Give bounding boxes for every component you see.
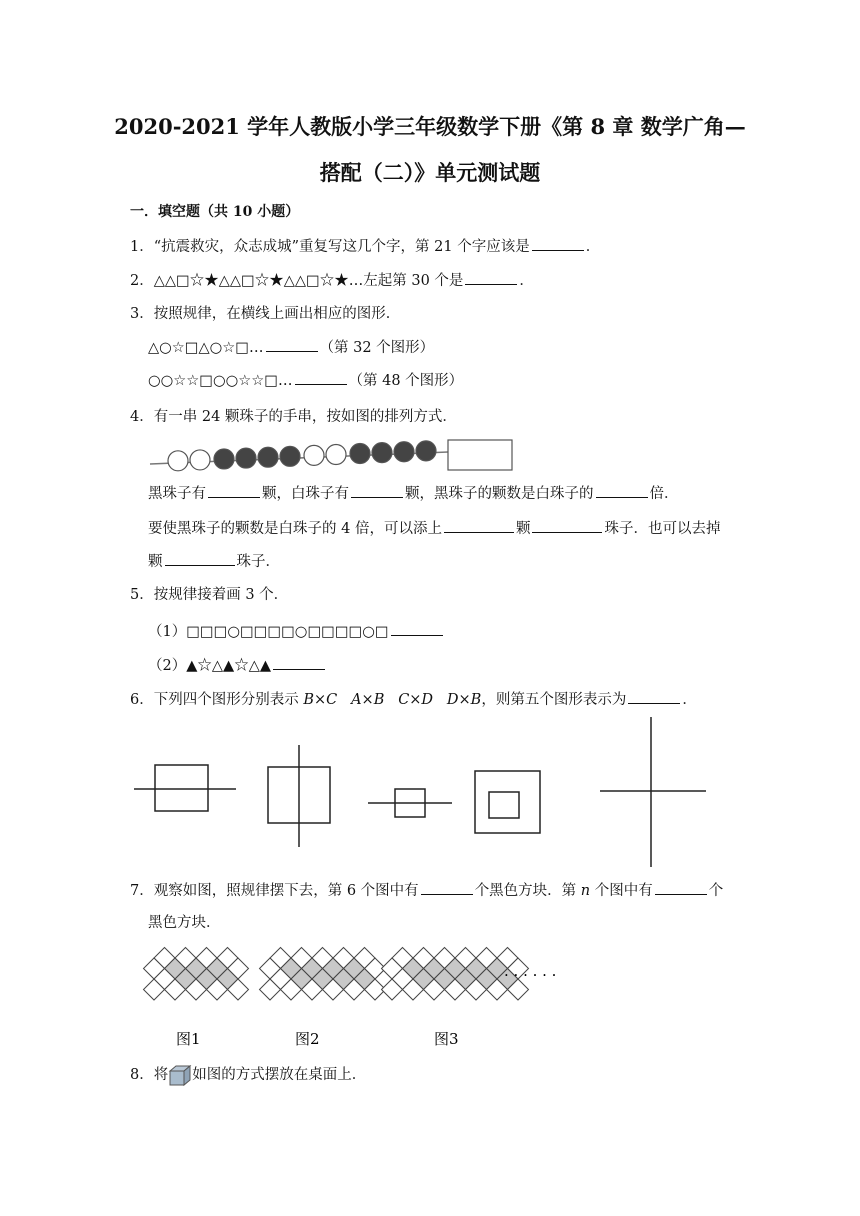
- question-5-part-1: [148, 620, 445, 643]
- text: 个黑色方块．第: [474, 883, 581, 899]
- question-6: [130, 688, 697, 711]
- question-4-line-1: [148, 482, 679, 505]
- bead-bracelet-figure: [148, 434, 518, 474]
- question-number: 6．: [130, 692, 154, 708]
- white-bead: [304, 445, 324, 465]
- sequence-note: （第 48 个图形）: [348, 373, 464, 389]
- shape-sequence: ○○☆☆□○○☆☆□…: [148, 373, 293, 389]
- figure-caption-1: 图1: [176, 1030, 201, 1048]
- shape-sequence: △○☆□△○☆□…: [148, 340, 264, 356]
- black-bead: [236, 448, 256, 468]
- figure-fifth: [600, 717, 706, 867]
- expression: C×D: [398, 692, 434, 708]
- figure-b-times-c: [134, 765, 236, 811]
- text: 颗: [515, 521, 531, 537]
- white-bead: [190, 450, 210, 470]
- document-title-line-2: 搭配（二）》单元测试题: [319, 160, 541, 185]
- figure-caption-3: 图3: [434, 1030, 459, 1048]
- figure-box: [155, 765, 208, 811]
- black-bead: [350, 444, 370, 464]
- text: 颗，黑珠子的颗数是白珠子的: [405, 486, 594, 502]
- question-7: [130, 879, 723, 902]
- text: 下列四个图形分别表示: [153, 692, 304, 708]
- text: 个: [708, 883, 724, 899]
- question-3: [130, 303, 400, 325]
- question-2: [130, 269, 534, 292]
- question-text: “抗震救灾，众志成城”重复写这几个字，第 21 个字应该是: [153, 239, 530, 255]
- answer-blank[interactable]: [351, 482, 403, 498]
- cross-figures: [130, 715, 720, 870]
- continuation-dots: · · · · · ·: [504, 966, 557, 984]
- figure-c-times-d: [368, 789, 452, 817]
- section-heading: 一．填空题（共 10 小题）: [130, 204, 300, 220]
- text: 观察如图，照规律摆下去，第 6 个图中有: [153, 883, 419, 899]
- question-5: [130, 584, 288, 606]
- question-text: 按照规律，在横线上画出相应的图形．: [153, 306, 401, 322]
- question-number: 8．: [130, 1067, 154, 1083]
- question-text: 按规律接着画 3 个．: [153, 587, 289, 603]
- text: 颗，白珠子有: [262, 486, 349, 502]
- figure-a-times-b: [268, 745, 330, 847]
- black-bead: [214, 449, 234, 469]
- text: 要使黑珠子的颗数是白珠子的 4 倍，可以添上: [148, 521, 442, 537]
- answer-blank[interactable]: [421, 879, 473, 895]
- white-bead: [326, 444, 346, 464]
- expression: A×B: [351, 692, 385, 708]
- question-4-line-2: [148, 517, 720, 540]
- question-text: △△□☆★△△□☆★△△□☆★…左起第 30 个是: [153, 273, 464, 289]
- question-number: 5．: [130, 587, 154, 603]
- answer-blank[interactable]: [655, 879, 707, 895]
- text: 颗: [148, 554, 163, 570]
- shape-sequence: ▲☆△▲☆△▲: [186, 658, 271, 674]
- question-end: ．: [682, 692, 697, 708]
- question-end: ．: [519, 273, 534, 289]
- document-title-line-1: 2020-2021 学年人教版小学三年级数学下册《第 8 章 数学广角—: [114, 114, 746, 139]
- white-bead: [168, 451, 188, 471]
- question-5-part-2: [148, 654, 327, 677]
- shape-sequence: □□□○□□□□○□□□□○□: [186, 624, 389, 640]
- answer-blank[interactable]: [465, 269, 517, 285]
- black-bead: [258, 447, 278, 467]
- answer-blank[interactable]: [444, 517, 514, 533]
- answer-blank[interactable]: [208, 482, 260, 498]
- part-label: （2）: [148, 658, 187, 674]
- figure-inner-box: [489, 792, 519, 818]
- question-4: [130, 406, 457, 428]
- question-end: ．: [585, 239, 601, 255]
- expression: D×B: [446, 692, 482, 708]
- question-number: 3．: [130, 306, 154, 322]
- text: 倍．: [649, 486, 679, 502]
- text: 珠子．也可以去掉: [604, 521, 721, 537]
- sequence-note: （第 32 个图形）: [319, 340, 435, 356]
- question-number: 4．: [130, 409, 154, 425]
- question-3-row-2: [148, 369, 463, 392]
- answer-blank[interactable]: [266, 336, 318, 352]
- tile-group: [144, 948, 529, 1001]
- answer-blank[interactable]: [628, 688, 680, 704]
- question-number: 7．: [130, 883, 154, 899]
- question-4-line-3: [148, 550, 280, 573]
- question-3-row-1: [148, 336, 434, 359]
- question-8: [130, 1064, 366, 1086]
- part-label: （1）: [148, 624, 187, 640]
- answer-blank[interactable]: [165, 550, 235, 566]
- text: 个图中有: [590, 883, 653, 899]
- answer-blank[interactable]: [295, 369, 347, 385]
- question-number: 2．: [130, 273, 154, 289]
- text: 如图的方式摆放在桌面上．: [192, 1067, 367, 1083]
- black-bead: [280, 446, 300, 466]
- black-bead: [394, 442, 414, 462]
- figure-box: [475, 771, 540, 833]
- text: ，则第五个图形表示为: [481, 692, 627, 708]
- question-7-line-2: 黑色方块．: [148, 915, 221, 931]
- answer-blank[interactable]: [532, 517, 602, 533]
- answer-blank[interactable]: [596, 482, 648, 498]
- tile-pattern-figure: [148, 940, 578, 1052]
- text: 将: [153, 1067, 169, 1083]
- bead-group: [168, 441, 436, 471]
- answer-blank[interactable]: [273, 654, 325, 670]
- answer-blank[interactable]: [532, 235, 584, 251]
- variable: n: [580, 883, 591, 899]
- black-bead: [416, 441, 436, 461]
- text: 珠子．: [236, 554, 280, 570]
- question-1: [130, 235, 600, 258]
- covered-box: [448, 440, 512, 470]
- black-bead: [372, 443, 392, 463]
- figure-d-times-b: [475, 771, 540, 833]
- answer-blank[interactable]: [391, 620, 443, 636]
- expression: B×C: [303, 692, 338, 708]
- figure-caption-2: 图2: [295, 1030, 320, 1048]
- text: 黑珠子有: [148, 486, 206, 502]
- question-number: 1．: [130, 239, 154, 255]
- question-text: 有一串 24 颗珠子的手串，按如图的排列方式．: [153, 409, 457, 425]
- cube-icon: [168, 1064, 192, 1086]
